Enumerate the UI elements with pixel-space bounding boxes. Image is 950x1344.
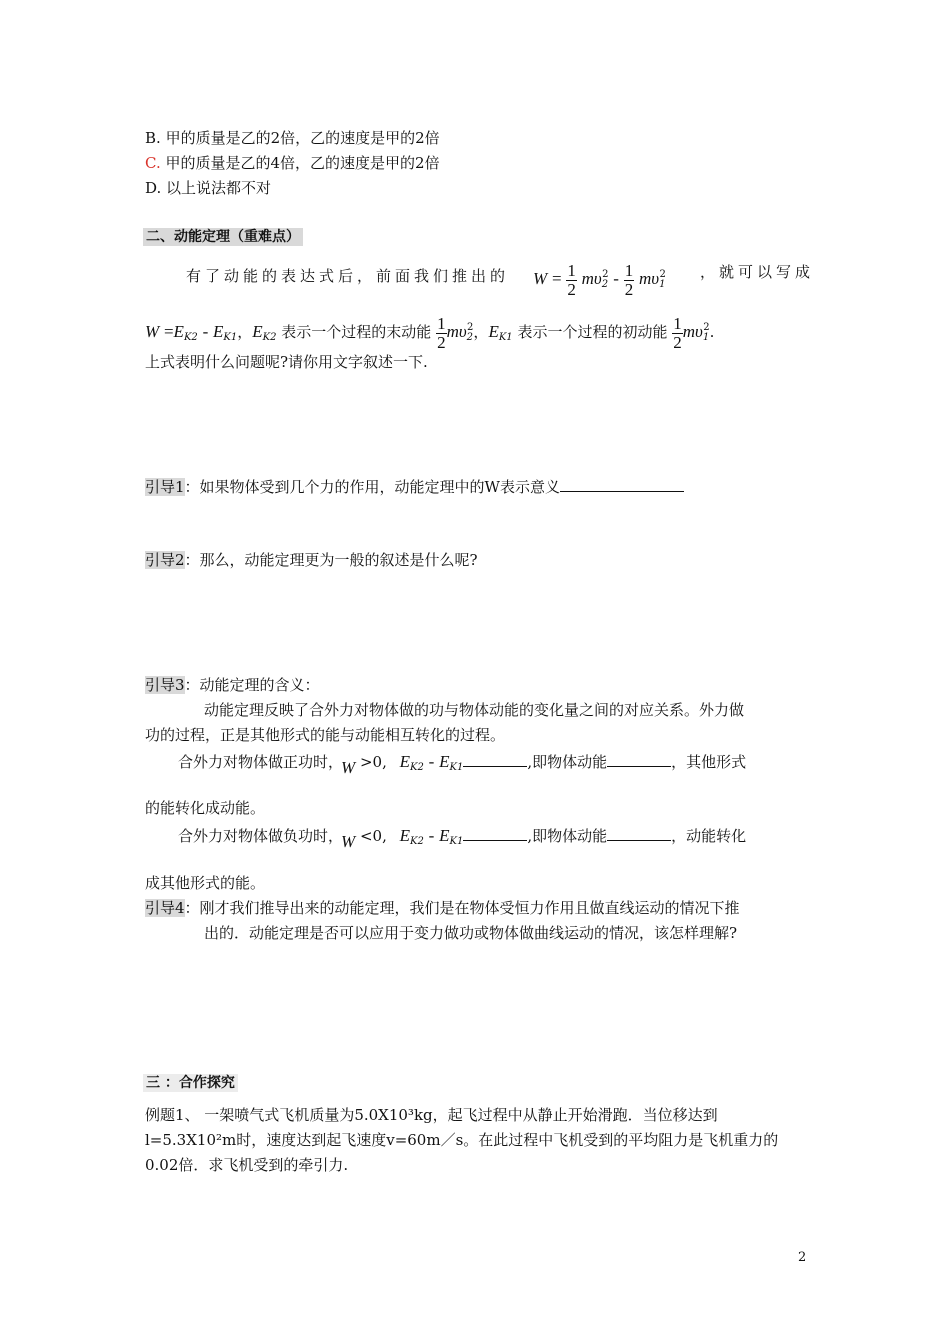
- guide3-para2: 功的过程，正是其他形式的能与动能相互转化的过程。: [145, 726, 506, 744]
- guide3-negative-tail: 成其他形式的能。: [145, 874, 266, 892]
- guide3-positive-tail: 的能转化成动能。: [145, 799, 266, 817]
- section-heading-2: 二、动能定理（重难点）: [143, 228, 303, 246]
- option-b-letter: B.: [145, 129, 161, 147]
- negative-kinetic-blank[interactable]: [607, 826, 671, 841]
- section2-line1-suffix: ，就可以写成: [700, 263, 815, 281]
- option-c-letter: C.: [145, 154, 161, 172]
- guide3-positive-line: 合外力对物体做正功时，W >0, $E_{K2} - E_{K1}$ ,即物体动能 ，其他形式: [178, 752, 747, 777]
- section2-line2: $W =E_{K2} - E_{K1}$，$E_{K2}$ 表示一个过程的末动能 $\frac{1}{2}$ $m\upsilon_2^2$，$E_{K1}$ 表示一个过程的初动能 $\frac{1}{2}$ $m\upsilon_1^2$.: [145, 313, 715, 352]
- guide4: [145, 898, 740, 918]
- example1-line2: l=5.3X10²m时，速度达到起飞速度v=60m／s。在此过程中飞机受到的平均阻力是飞机重力的: [145, 1131, 779, 1149]
- guide4-label: 引导4: [145, 899, 185, 917]
- section2-line1: [186, 256, 509, 296]
- guide1: [145, 477, 684, 497]
- guide3-text: ：动能定理的含义：: [184, 676, 320, 694]
- section2-line1-prefix: 有了动能的表达式后，前面我们推出的: [186, 267, 510, 285]
- guide3: [145, 675, 320, 695]
- guide3-negative-line: 合外力对物体做负功时，W <0, $E_{K2} - E_{K1}$ ,即物体动能 ，动能转化: [178, 826, 747, 851]
- section2-line3: 上式表明什么问题呢?请你用文字叙述一下.: [145, 353, 428, 371]
- guide1-answer-blank[interactable]: [560, 477, 684, 492]
- page-number: 2: [798, 1250, 807, 1265]
- section2-line2-mid2: 表示一个过程的初动能: [517, 323, 668, 341]
- guide3-para1: 动能定理反映了合外力对物体做的功与物体动能的变化量之间的对应关系。外力做: [204, 701, 745, 719]
- section-heading-3: 三 ：合作探究: [143, 1074, 238, 1092]
- guide2-label: 引导2: [145, 551, 185, 569]
- guide2-text: ：那么，动能定理更为一般的叙述是什么呢?: [184, 551, 478, 569]
- option-d: [145, 178, 271, 198]
- guide1-label: 引导1: [145, 478, 185, 496]
- guide1-text: ：如果物体受到几个力的作用，动能定理中的W表示意义: [184, 478, 560, 496]
- guide4-line1: ：刚才我们推导出来的动能定理，我们是在物体受恒力作用且做直线运动的情况下推: [184, 899, 740, 917]
- example1-line3: 0.02倍．求飞机受到的牵引力.: [145, 1156, 349, 1174]
- example1-line1: 例题1、 一架喷气式飞机质量为5.0X10³kg，起飞过程中从静止开始滑跑．当位移达到: [145, 1106, 718, 1124]
- positive-delta-blank[interactable]: [463, 752, 527, 767]
- option-c: [145, 153, 440, 173]
- positive-kinetic-blank[interactable]: [607, 752, 671, 767]
- work-formula: W = $\frac{1}{2}$ $m\upsilon_2^2$ - $\frac{1}{2}$ $m\upsilon_1^2$: [533, 260, 666, 299]
- option-b: [145, 128, 440, 148]
- section2-line2-mid1: 表示一个过程的末动能: [281, 323, 432, 341]
- option-b-text: 甲的质量是乙的2倍，乙的速度是甲的2倍: [165, 129, 440, 147]
- negative-delta-blank[interactable]: [463, 826, 527, 841]
- guide3-label: 引导3: [145, 676, 185, 694]
- option-c-text: 甲的质量是乙的4倍，乙的速度是甲的2倍: [165, 154, 440, 172]
- guide4-line2: 出的．动能定理是否可以应用于变力做功或物体做曲线运动的情况，该怎样理解?: [204, 924, 738, 942]
- option-d-text: 以上说法都不对: [166, 179, 272, 197]
- option-d-letter: D.: [145, 179, 162, 197]
- guide2: [145, 550, 478, 570]
